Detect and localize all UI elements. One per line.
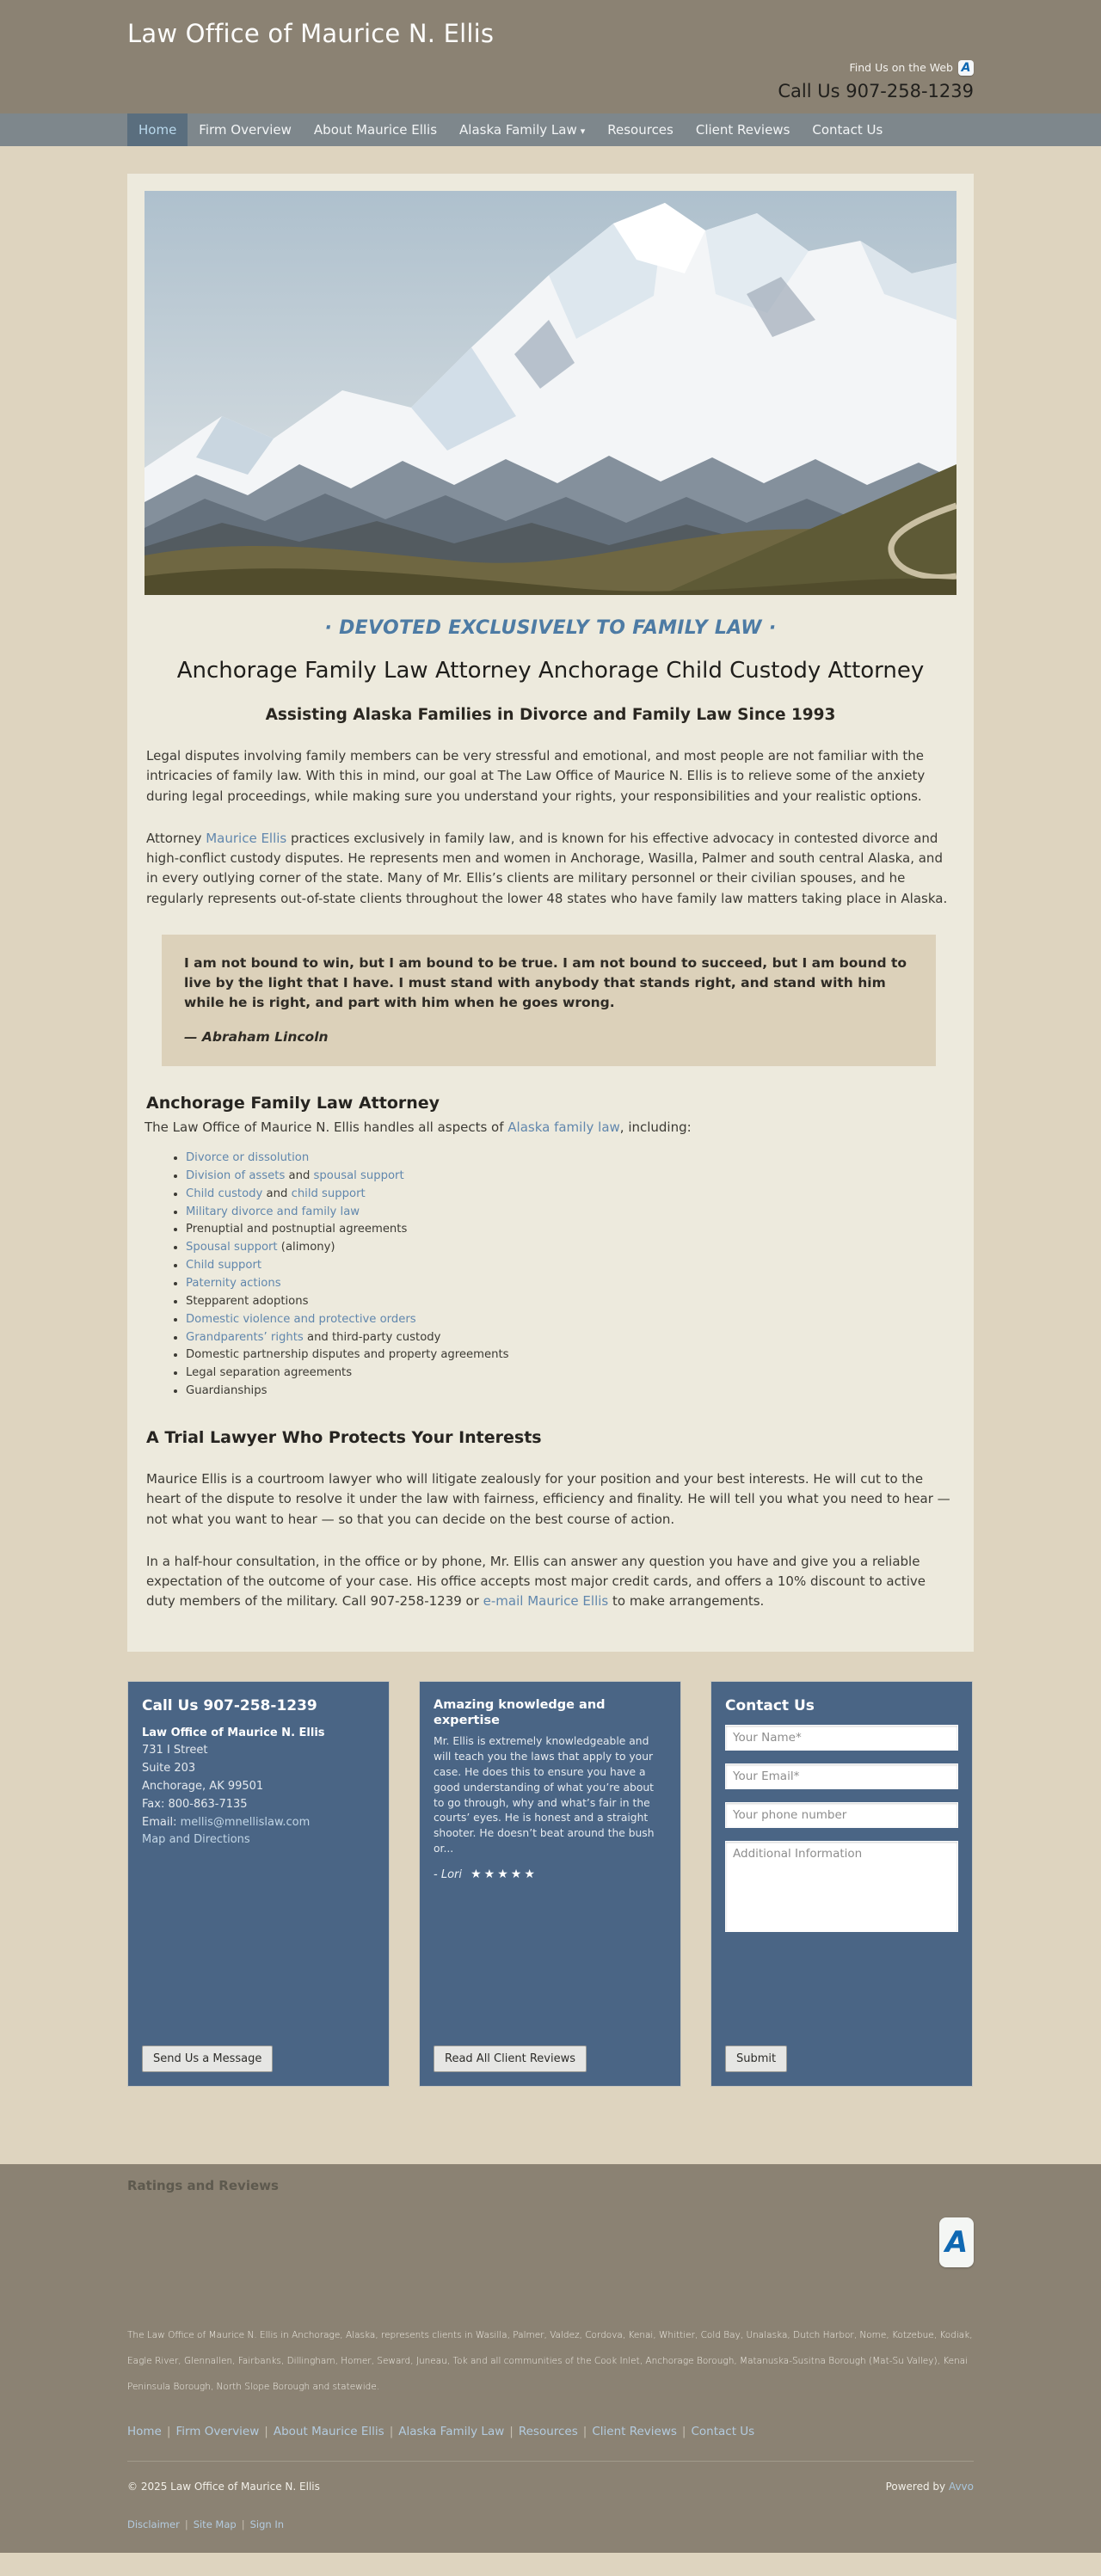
footer-link-resources[interactable]: Resources: [518, 2424, 578, 2438]
phone-input[interactable]: [725, 1802, 958, 1828]
contact-info-title: Call Us 907-258-1239: [142, 1696, 317, 1714]
footer-link-about-maurice-ellis[interactable]: About Maurice Ellis: [273, 2424, 384, 2438]
nav-item-about-maurice-ellis[interactable]: About Maurice Ellis: [313, 122, 438, 138]
separator: |: [264, 2424, 268, 2438]
inline-text-link[interactable]: Spousal support: [186, 1241, 278, 1254]
firm-name: Law Office of Maurice N. Ellis: [142, 1726, 325, 1739]
practice-area-item: • Domestic partnership disputes and property agreements: [186, 1346, 956, 1365]
attorney-paragraph: Attorney Maurice Ellis practices exclusively in family law, and is known for his effective advocacy in contested divorce and high-conflict custody disputes. He represents men and women in Anchorage, Wasilla, Palmer and south central Alaska, and in every outlying corner of the state. Many of Mr. Ellis’s clients are military personnel or their civilian spouses, and he regularly represents out-of-state clients throughout the lower 48 states who have family law matters taking place in Alaska.: [146, 830, 948, 906]
chevron-down-icon: ▾: [580, 126, 586, 137]
address-line: Fax: 800-863-7135: [142, 1797, 248, 1811]
email-label: Email:: [142, 1815, 181, 1829]
page-title: Anchorage Family Law Attorney Anchorage Child Custody Attorney: [176, 658, 925, 684]
footer-link-firm-overview[interactable]: Firm Overview: [175, 2424, 260, 2438]
separator: |: [184, 2518, 188, 2530]
footer-link-disclaimer[interactable]: Disclaimer: [127, 2518, 180, 2530]
practice-area-item: • Spousal support (alimony): [186, 1239, 956, 1257]
star-rating: ★★★★★: [471, 1867, 538, 1881]
send-message-button[interactable]: Send Us a Message: [142, 2045, 273, 2072]
inline-text-link[interactable]: spousal support: [313, 1168, 404, 1182]
name-input[interactable]: [725, 1725, 958, 1751]
client-review-box: [419, 1681, 681, 2087]
read-reviews-button[interactable]: Read All Client Reviews: [434, 2045, 587, 2072]
find-us-label: Find Us on the Web: [849, 61, 953, 74]
lincoln-quote: [162, 935, 936, 1066]
practice-area-item: • Legal separation agreements: [186, 1365, 956, 1383]
footer-link-sign-in[interactable]: Sign In: [249, 2518, 284, 2530]
separator: |: [509, 2424, 514, 2438]
nav-item-firm-overview[interactable]: Firm Overview: [199, 122, 292, 138]
powered-by-label: Powered by: [885, 2480, 949, 2493]
inline-text-link[interactable]: child support: [291, 1187, 366, 1200]
separator: |: [582, 2424, 587, 2438]
contact-form-title: Contact Us: [725, 1696, 815, 1714]
map-directions-link[interactable]: Map and Directions: [142, 1833, 250, 1847]
quote-text: I am not bound to win, but I am bound to be true. I am not bound to succeed, but I am bound to live by the light that I have. I must stand with anybody that stands right, and stand with him while he is right, and part with him when he goes wrong.: [184, 954, 907, 1011]
nav-item-client-reviews[interactable]: Client Reviews: [695, 122, 790, 138]
nav-item-home[interactable]: Home: [127, 113, 188, 146]
nav-item-contact-us[interactable]: Contact Us: [812, 122, 883, 138]
info-boxes-row: [127, 1681, 974, 2087]
footer-divider: [127, 2461, 974, 2462]
page-subtitle: Assisting Alaska Families in Divorce and Family Law Since 1993: [265, 706, 836, 724]
ratings-reviews-heading: Ratings and Reviews: [127, 2177, 279, 2193]
footer-link-contact-us[interactable]: Contact Us: [691, 2424, 755, 2438]
practice-area-item: [186, 1150, 956, 1168]
email-link[interactable]: mellis@mnellislaw.com: [180, 1815, 311, 1829]
separator: |: [681, 2424, 686, 2438]
footer-bottom-links: [127, 2518, 974, 2530]
practice-area-item: • Prenuptial and postnuptial agreements: [186, 1221, 956, 1239]
practice-area-item: • Grandparents’ rights and third-party custody: [186, 1329, 956, 1347]
service-area-disclaimer: The Law Office of Maurice N. Ellis in Anchorage, Alaska, represents clients in Wasilla, Palmer, Valdez, Cordova, Kenai, Whittier, Cold Bay, Unalaska, Dutch Harbor, Nome, Kotzebue, Kodiak, Eagle River, Glennallen, Fairbanks, Dillingham, Homer, Seward, Juneau, Tok and all communities of the Cook Inlet, Anchorage Borough, Matanuska-Susitna Borough (Mat-Su Valley), Kenai Peninsula Borough, North Slope Borough and statewide.: [127, 2329, 973, 2393]
content-panel: [127, 174, 974, 1652]
inline-text-link[interactable]: e-mail Maurice Ellis: [483, 1593, 609, 1610]
tagline: · DEVOTED EXCLUSIVELY TO FAMILY LAW ·: [324, 617, 777, 639]
practice-area-item: • Division of assets and spousal support: [186, 1168, 956, 1186]
reviewer-name: - Lori: [434, 1868, 462, 1881]
footer-link-home[interactable]: Home: [127, 2424, 162, 2438]
inline-text-link[interactable]: Grandparents’ rights: [186, 1330, 304, 1344]
practice-area-item: [186, 1204, 956, 1222]
footer-nav: [127, 2425, 974, 2438]
consultation-paragraph: In a half-hour consultation, in the office or by phone, Mr. Ellis can answer any question you have and give you a reliable expectation of the outcome of your case. His office accepts most major credit cards, and offers a 10% discount to active duty members of the military. Call 907-258-1239 or e-mail Maurice Ellis to make arrangements.: [146, 1553, 926, 1610]
nav-item-alaska-family-law[interactable]: Alaska Family Law ▾: [459, 122, 586, 138]
inline-text-link[interactable]: Military divorce and family law: [186, 1205, 360, 1218]
address-line: Suite 203: [142, 1762, 196, 1776]
practice-area-item: • Guardianships: [186, 1383, 956, 1401]
email-line: [142, 1814, 375, 1832]
hero-mountain-image: [145, 191, 956, 595]
footer-link-site-map[interactable]: Site Map: [193, 2518, 237, 2530]
main-nav: [0, 113, 1101, 146]
phone-number: Call Us 907-258-1239: [778, 80, 974, 101]
powered-by: [886, 2481, 974, 2493]
practice-area-item: • Stepparent adoptions: [186, 1293, 956, 1311]
inline-text-link[interactable]: Maurice Ellis: [206, 830, 287, 846]
practice-areas-list: [186, 1150, 956, 1401]
section-heading-family-law: Anchorage Family Law Attorney: [146, 1093, 440, 1113]
footer-link-client-reviews[interactable]: Client Reviews: [592, 2424, 677, 2438]
quote-attribution: — Abraham Lincoln: [184, 1028, 329, 1045]
copyright: © 2025 Law Office of Maurice N. Ellis: [127, 2480, 320, 2493]
section-heading-trial-lawyer: A Trial Lawyer Who Protects Your Interests: [146, 1428, 542, 1448]
inline-text-link[interactable]: Divorce or dissolution: [186, 1151, 310, 1164]
submit-button[interactable]: Submit: [725, 2045, 787, 2072]
inline-text-link[interactable]: Child support: [186, 1259, 262, 1273]
inline-text-link[interactable]: Domestic violence and protective orders: [186, 1312, 416, 1326]
avvo-icon[interactable]: A: [958, 60, 974, 76]
additional-info-textarea[interactable]: [725, 1841, 958, 1932]
reviewer-row: [434, 1868, 667, 1881]
review-title: Amazing knowledge and expertise: [434, 1697, 606, 1728]
practice-area-item: [186, 1275, 956, 1293]
inline-text-link[interactable]: Division of assets: [186, 1168, 286, 1182]
site-footer: [0, 2164, 1101, 2553]
inline-text-link[interactable]: Alaska family law: [507, 1119, 620, 1135]
address-block: [142, 1742, 375, 1813]
contact-info-box: [127, 1681, 390, 2087]
inline-text-link[interactable]: Child custody: [186, 1187, 263, 1200]
review-body: Mr. Ellis is extremely knowledgeable and will teach you the laws that apply to your case. He does this to ensure you have a good understanding of what you’re about to go through, why and what’s fair in the courts’ eyes. He is honest and a straight shooter. He doesn’t beat around the bush or...: [434, 1735, 655, 1855]
practice-area-item: [186, 1257, 956, 1275]
email-input[interactable]: [725, 1763, 958, 1789]
nav-item-resources[interactable]: Resources: [607, 122, 674, 138]
address-line: Anchorage, AK 99501: [142, 1779, 264, 1793]
page-body: [0, 146, 1101, 2125]
avvo-badge-icon[interactable]: A: [939, 2217, 974, 2267]
practice-area-item: [186, 1311, 956, 1329]
nav-list: [127, 113, 974, 146]
practice-area-item: • Child custody and child support: [186, 1186, 956, 1204]
separator: |: [389, 2424, 394, 2438]
intro-paragraph: Legal disputes involving family members can be very stressful and emotional, and most people are not familiar with the intricacies of family law. With this in mind, our goal at The Law Office of Maurice N. Ellis is to relieve some of the anxiety during legal proceedings, while making sure you understand your rights, your responsibilities and your realistic options.: [146, 748, 926, 804]
avvo-link[interactable]: Avvo: [948, 2480, 974, 2493]
practice-areas-intro: The Law Office of Maurice N. Ellis handles all aspects of Alaska family law, including:: [145, 1119, 692, 1135]
separator: |: [166, 2424, 171, 2438]
site-title: Law Office of Maurice N. Ellis: [127, 19, 495, 48]
contact-form-box: [710, 1681, 973, 2087]
address-line: 731 I Street: [142, 1744, 208, 1757]
inline-text-link[interactable]: Paternity actions: [186, 1277, 281, 1291]
site-header: [0, 0, 1101, 146]
trial-lawyer-paragraph: Maurice Ellis is a courtroom lawyer who will litigate zealously for your position and your best interests. He will cut to the heart of the dispute to resolve it under the law with fairness, efficiency and finality. He will tell you what you need to hear — not what you want to hear — so that you can decide on the best course of action.: [146, 1471, 950, 1527]
map-line: [142, 1831, 375, 1849]
separator: |: [241, 2518, 245, 2530]
footer-link-alaska-family-law[interactable]: Alaska Family Law: [398, 2424, 505, 2438]
find-us-on-web[interactable]: [849, 60, 974, 76]
